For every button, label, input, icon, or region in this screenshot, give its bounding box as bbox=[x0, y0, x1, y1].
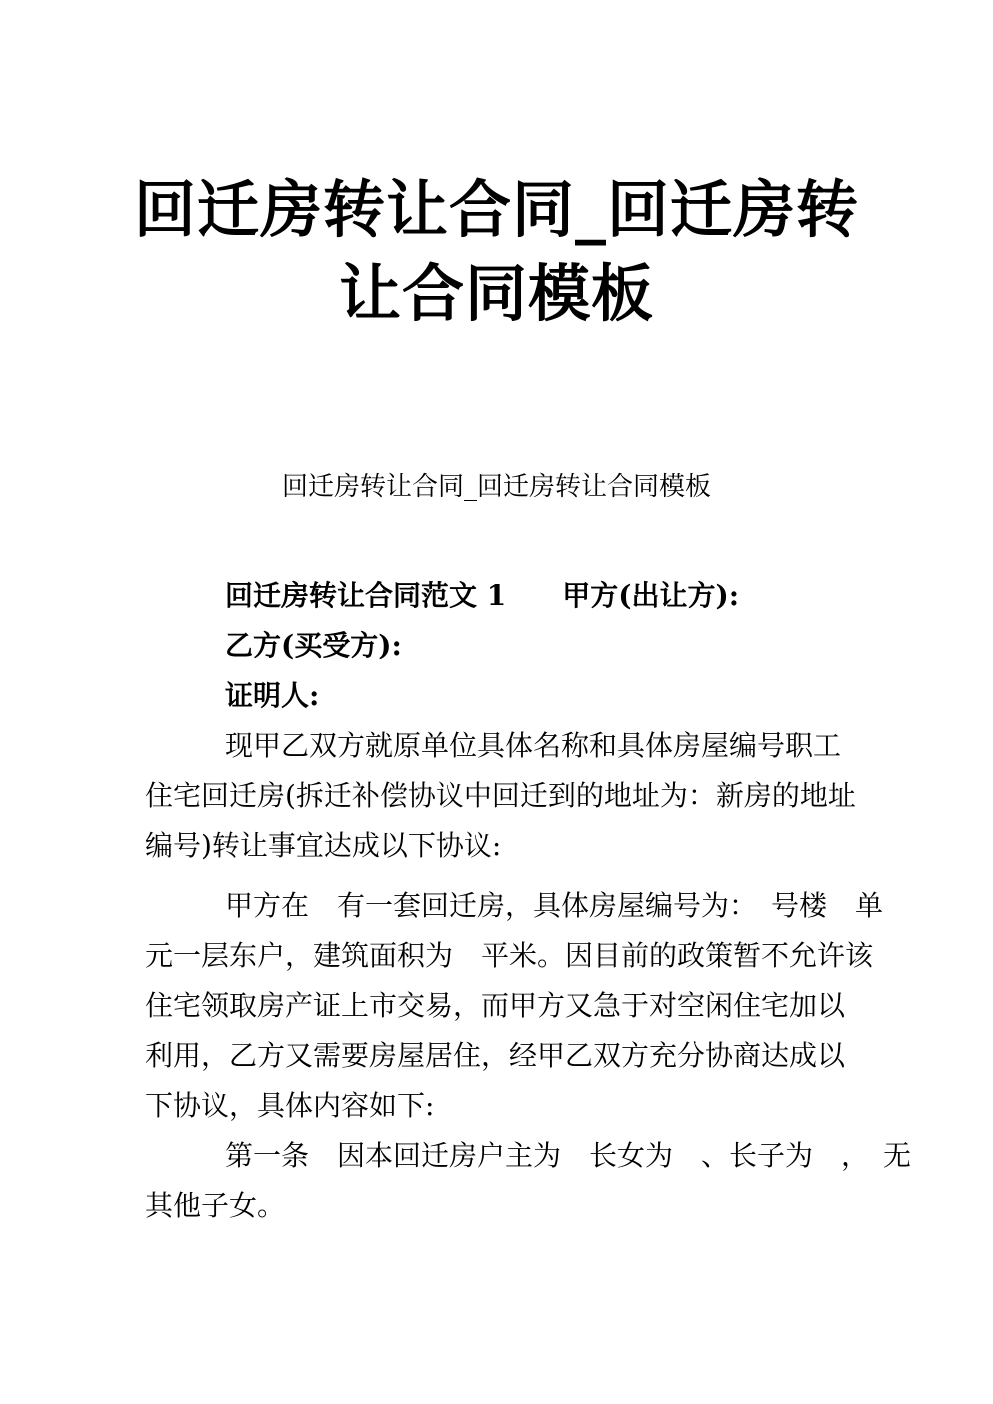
text-line: 元一层东户，建筑面积为 平米。因目前的政策暂不允许该 bbox=[145, 939, 874, 972]
document-subtitle: 回迁房转让合同_回迁房转让合同模板 bbox=[281, 472, 711, 502]
text-line: 乙方(买受方): bbox=[225, 629, 402, 662]
paragraph bbox=[145, 1131, 912, 1231]
text-line: 回迁房转让合同范文 1 甲方(出让方): bbox=[225, 579, 740, 612]
paragraph bbox=[145, 881, 884, 1131]
text-line: 其他子女。 bbox=[145, 1189, 286, 1222]
paragraph bbox=[145, 721, 857, 871]
text-line: 编号)转让事宜达成以下协议: bbox=[145, 829, 502, 862]
paragraph bbox=[145, 671, 857, 721]
text-line: 现甲乙双方就原单位具体名称和具体房屋编号职工 bbox=[225, 729, 842, 762]
text-line: 甲方在 有一套回迁房，具体房屋编号为： 号楼 单 bbox=[225, 889, 884, 922]
paragraph bbox=[145, 571, 857, 621]
text-line: 住宅回迁房(拆迁补偿协议中回迁到的地址为：新房的地址 bbox=[145, 779, 856, 812]
document-body bbox=[145, 571, 912, 1231]
text-line: 利用，乙方又需要房屋居住，经甲乙双方充分协商达成以 bbox=[145, 1039, 846, 1072]
text-line: 住宅领取房产证上市交易，而甲方又急于对空闲住宅加以 bbox=[145, 989, 846, 1022]
text-line: 下协议，具体内容如下: bbox=[145, 1089, 435, 1122]
text-line: 第一条 因本回迁房户主为 长女为 、长子为 ， 无 bbox=[225, 1139, 912, 1172]
paragraph bbox=[145, 621, 857, 671]
document-title: 回迁房转让合同_回迁房转让合同模板 bbox=[133, 173, 859, 330]
text-line: 证明人: bbox=[225, 679, 320, 712]
